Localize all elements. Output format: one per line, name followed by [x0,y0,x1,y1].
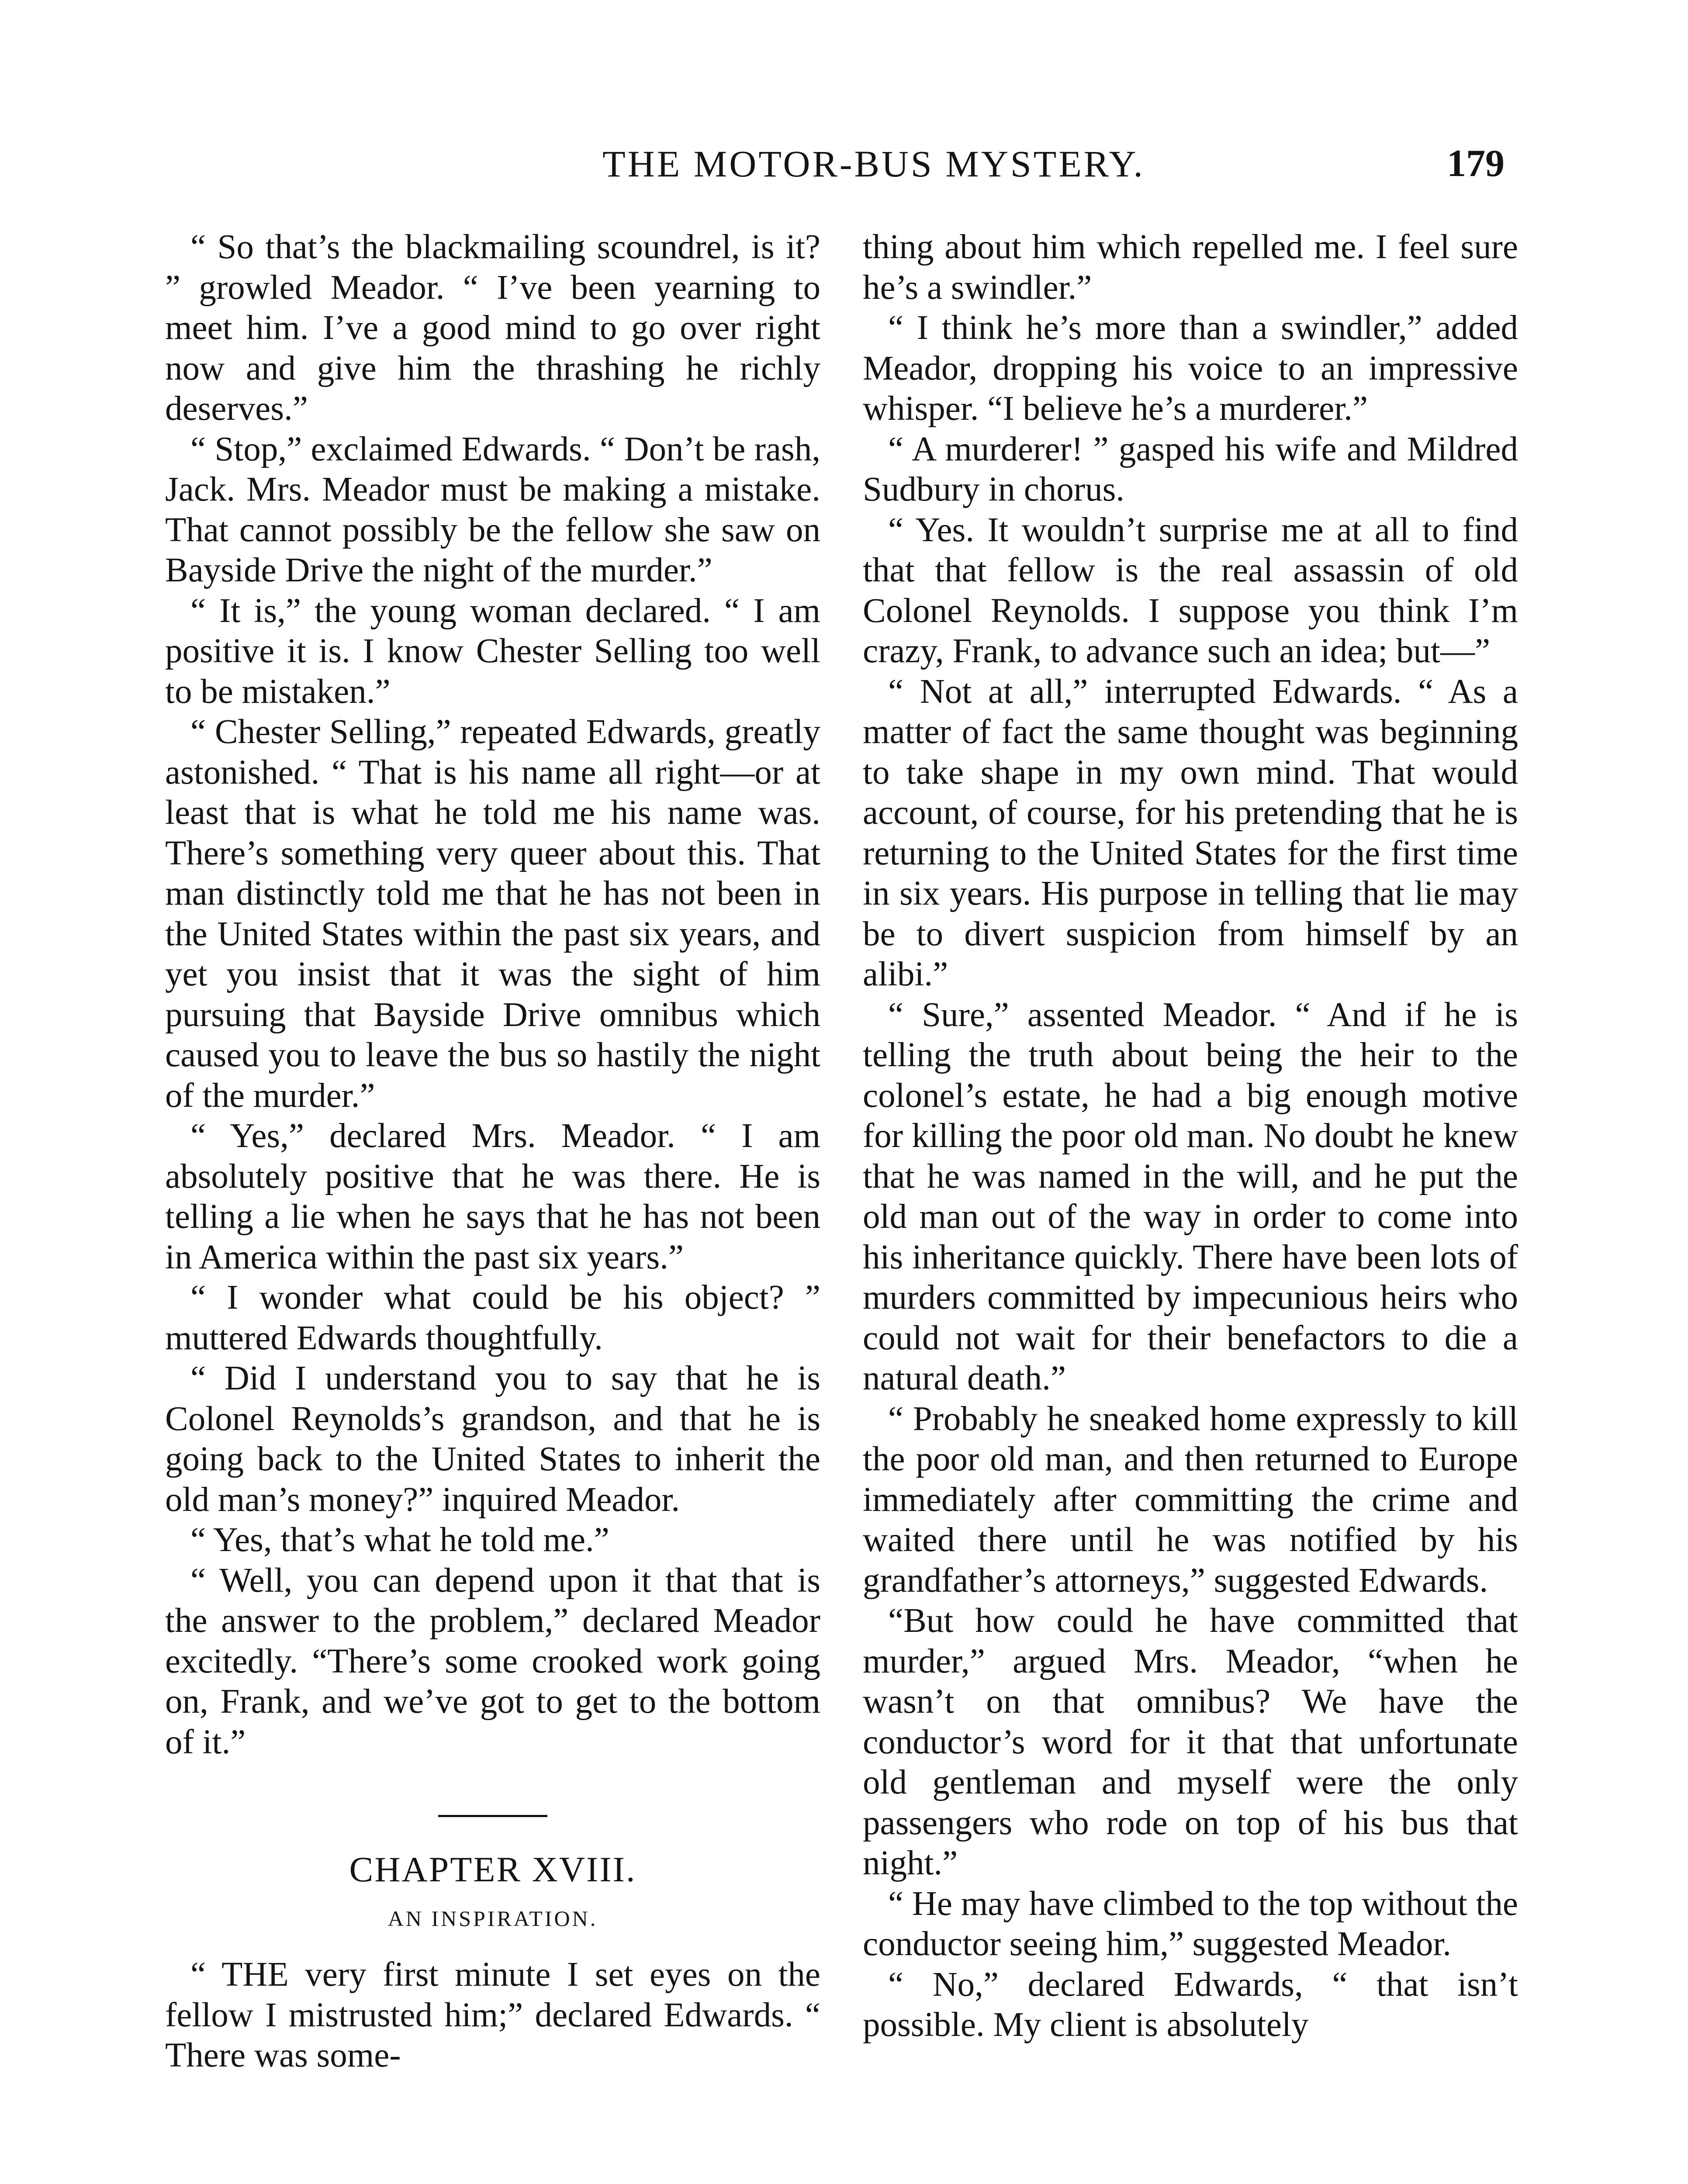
paragraph: “ I think he’s more than a swindler,” added Meador, dropping his voice to an impressive whisper. “I believe he’s a murderer.” [863,309,1518,428]
paragraph: “ Chester Selling,” repeated Edwards, greatly astonished. “ That is his name all right—or at least that is what he told me his name was. There’s something very queer about this. That man distinctly told me that he has not been in the United States within the past six years, and yet you insist that it was the sight of him pursuing that Bayside Drive omnibus which caused you to leave the bus so hastily the night of the murder.” [165,713,820,1115]
paragraph: “ Not at all,” interrupted Edwards. “ As a matter of fact the same thought was beginning to take shape in my own mind. That would account, of course, for his pretending that he is returning to the United States for the first time in six years. His purpose in telling that lie may be to divert suspicion from himself by an alibi.” [863,672,1518,993]
paragraph: “ Probably he sneaked home expressly to kill the poor old man, and then returned to Europe immediately after committing the crime and waited there until he was notified by his grandfather’s attorneys,” suggested Edwards. [863,1400,1518,1600]
section-divider [438,1815,547,1817]
paragraph-continued: thing about him which repelled me. I feel sure he’s a swindler.” [863,228,1518,307]
paragraph: “ Did I understand you to say that he is Colonel Reynolds’s grandson, and that he is going back to the United States to inherit the old man’s money?” inquired Meador. [165,1359,820,1519]
chapter-opening-paragraph: “ THE very first minute I set eyes on the fellow I mistrusted him;” declared Edwards. “ There was some- [165,1956,820,2074]
chapter-subtitle: AN INSPIRATION. [387,1906,598,1931]
running-title: THE MOTOR-BUS MYSTERY. [602,143,1145,185]
right-column [863,227,1518,2046]
paragraph: “ Yes, that’s what he told me.” [190,1521,609,1559]
paragraph: “ No,” declared Edwards, “ that isn’t possible. My client is absolutely [863,1965,1518,2044]
paragraph: “ He may have climbed to the top without the conductor seeing him,” suggested Meador. [863,1884,1518,1963]
paragraph: “ Stop,” exclaimed Edwards. “ Don’t be rash, Jack. Mrs. Meador must be making a mistake. That cannot possibly be the fellow she saw on Bayside Drive the night of the murder.” [165,430,820,589]
page-number: 179 [1447,142,1505,185]
paragraph: “ Sure,” assented Meador. “ And if he is telling the truth about being the heir to the colonel’s estate, he had a big enough motive for killing the poor old man. No doubt he knew that he was named in the will, and he put the old man out of the way in order to come into his inheritance quickly. There have been lots of murders committed by impecunious heirs who could not wait for their benefactors to die a natural death.” [863,995,1518,1397]
paragraph: “ So that’s the blackmailing scoundrel, is it? ” growled Meador. “ I’ve been yearning to meet him. I’ve a good mind to go over right now and give him the thrashing he richly deserves.” [165,228,820,428]
chapter-heading: CHAPTER XVIII. [349,1849,636,1889]
page-header [0,131,1688,197]
paragraph: “ Yes. It wouldn’t surprise me at all to find that that fellow is the real assassin of old Colonel Reynolds. I suppose you think I’m crazy, Frank, to advance such an idea; but—” [863,511,1518,670]
left-column [165,227,820,2076]
paragraph: “ Yes,” declared Mrs. Meador. “ I am absolutely positive that he was there. He is telling a lie when he says that he has not been in America within the past six years.” [165,1117,820,1276]
paragraph: “ I wonder what could be his object? ” muttered Edwards thoughtfully. [165,1279,820,1357]
paragraph: “But how could he have committed that murder,” argued Mrs. Meador, “when he wasn’t on that omnibus? We have the conductor’s word for it that that unfortunate old gentleman and myself were the only passengers who rode on top of his bus that night.” [863,1602,1518,1882]
paragraph: “ A murderer! ” gasped his wife and Mildred Sudbury in chorus. [863,430,1518,508]
paragraph: “ Well, you can depend upon it that that is the answer to the problem,” declared Meador excitedly. “There’s some crooked work going on, Frank, and we’ve got to get to the bottom of it.” [165,1561,820,1761]
paragraph: “ It is,” the young woman declared. “ I am positive it is. I know Chester Selling too well to be mistaken.” [165,591,820,711]
